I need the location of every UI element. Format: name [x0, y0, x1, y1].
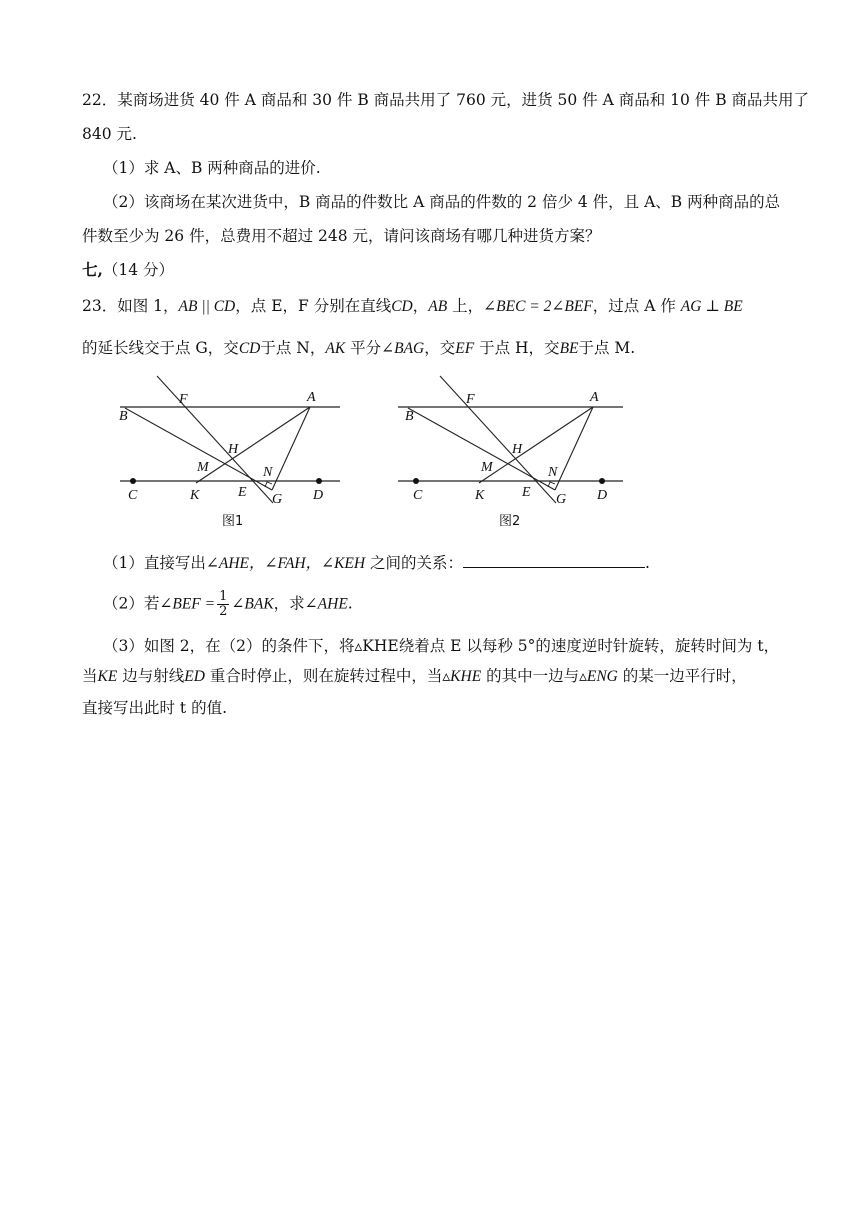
q22-part2-line2: 件数至少为 26 件，总费用不超过 248 元，请问该商场有哪几种进货方案？: [82, 227, 601, 245]
label-g: G: [272, 492, 283, 507]
label-e: E: [238, 485, 247, 500]
q23-line2: [82, 338, 635, 359]
label-f: F: [179, 392, 188, 407]
q23-part3-d: 的其中一边与▵: [481, 667, 587, 685]
q23-part1: [103, 553, 650, 574]
q23-part3-c: 重合时停止，则在旋转过程中，当▵: [204, 667, 451, 685]
q22-part2-line1: （2）该商场在某次进货中，B 商品的件数比 A 商品的件数的 2 倍少 4 件，且 A、B 两种商品的总: [103, 193, 781, 211]
math-ef: EF: [455, 340, 475, 357]
label-f-2: F: [466, 392, 475, 407]
math-ed: ED: [184, 668, 205, 685]
math-cd: CD: [391, 298, 413, 315]
math-angle-bec: ∠BEC = 2∠BEF: [483, 298, 593, 315]
fraction-numerator: 1: [219, 589, 228, 604]
math-angle-bak: ∠BAK: [231, 595, 274, 613]
label-d: D: [313, 488, 324, 503]
fraction-denominator: 2: [219, 604, 228, 619]
math-ke: KE: [97, 668, 118, 685]
q23-part2-t1: ，求: [273, 594, 305, 613]
math-khe: KHE: [450, 668, 482, 685]
label-c-2: C: [413, 488, 423, 503]
section7-score: （14 分）: [102, 261, 175, 279]
section7-title: 七,: [82, 260, 103, 279]
q23-line1-t1: ，点 E，F 分别在直线: [235, 297, 392, 315]
q23-line2-t5: 于点 H，交: [474, 339, 560, 357]
label-k: K: [190, 488, 200, 503]
label-b-2: B: [405, 409, 414, 424]
fraction-one-half: [217, 590, 229, 619]
q23-part2-prefix: （2）若: [103, 594, 160, 613]
q22-line2: 840 元.: [82, 125, 137, 143]
q23-line2-t1: 的延长线交于点 G，交: [82, 339, 239, 357]
q23-part3-line1: （3）如图 2，在（2）的条件下，将▵KHE绕着点 E 以每秒 5°的速度逆时针旋转，旋转时间为 t，: [103, 637, 780, 655]
label-e-2: E: [522, 485, 531, 500]
math-cd-2: CD: [238, 340, 261, 357]
q23-part3-line2: [82, 666, 747, 687]
label-a: A: [307, 390, 316, 405]
q23-line1-t4: ，过点 A 作: [592, 297, 681, 315]
q23-part1-text: （1）直接写出: [103, 554, 206, 572]
q23-part2: [103, 590, 353, 619]
q23-line2-t3: 平分: [345, 339, 382, 357]
q23-part1-end: .: [645, 554, 650, 572]
q23-line2-t4: ，交: [424, 339, 456, 357]
q23-part3-e: 的某一边平行时，: [617, 667, 747, 685]
label-c: C: [128, 488, 138, 503]
math-ag-perp-be: AG ⊥ BE: [680, 298, 743, 315]
label-d-2: D: [597, 488, 608, 503]
math-angle-bag: ∠BAG: [381, 340, 425, 357]
q22-line1: 22．某商场进货 40 件 A 商品和 30 件 B 商品共用了 760 元，进货 50 件 A 商品和 10 件 B 商品共用了: [82, 91, 810, 109]
label-h-2: H: [512, 442, 523, 457]
figure-2-caption: 图2: [499, 514, 521, 529]
label-m-2: M: [481, 460, 493, 475]
label-n-2: N: [548, 465, 558, 480]
figure-1-caption: 图1: [222, 514, 244, 529]
label-k-2: K: [475, 488, 485, 503]
q23-part1-tail: 之间的关系：: [365, 554, 464, 572]
math-ab: AB: [428, 298, 448, 315]
label-a-2: A: [590, 390, 599, 405]
label-g-2: G: [556, 492, 567, 507]
label-h: H: [228, 442, 239, 457]
label-b: B: [119, 409, 128, 424]
section7-heading: [82, 260, 174, 280]
q23-part2-end: .: [347, 594, 353, 613]
q23-line1: [82, 296, 743, 317]
label-m: M: [197, 460, 209, 475]
q23-part3-line3: 直接写出此时 t 的值.: [82, 699, 228, 717]
figure-2: [393, 370, 633, 535]
q23-part3-b: 边与射线: [117, 667, 185, 685]
math-angle-bef: ∠BEF =: [159, 595, 216, 613]
q23-line1-t2: ，: [412, 297, 429, 315]
q22-part1: （1）求 A、B 两种商品的进价.: [103, 159, 321, 177]
math-angles-relation: ∠AHE，∠FAH，∠KEH: [205, 555, 366, 572]
q23-part3-a: 当: [82, 667, 98, 685]
q23-line2-t2: 于点 N，: [260, 339, 326, 357]
answer-blank[interactable]: [463, 553, 645, 568]
math-be: BE: [559, 340, 579, 357]
math-ab-parallel-cd: AB || CD: [178, 298, 236, 315]
figure-1: [110, 370, 350, 535]
q23-line1-t3: 上，: [447, 297, 484, 315]
label-n: N: [263, 465, 273, 480]
math-ak: AK: [325, 340, 346, 357]
math-angle-ahe: ∠AHE: [304, 595, 348, 613]
math-eng: ENG: [586, 668, 618, 685]
q23-line1-prefix: 23．如图 1，: [82, 297, 179, 315]
q23-line2-t6: 于点 M.: [578, 339, 636, 357]
